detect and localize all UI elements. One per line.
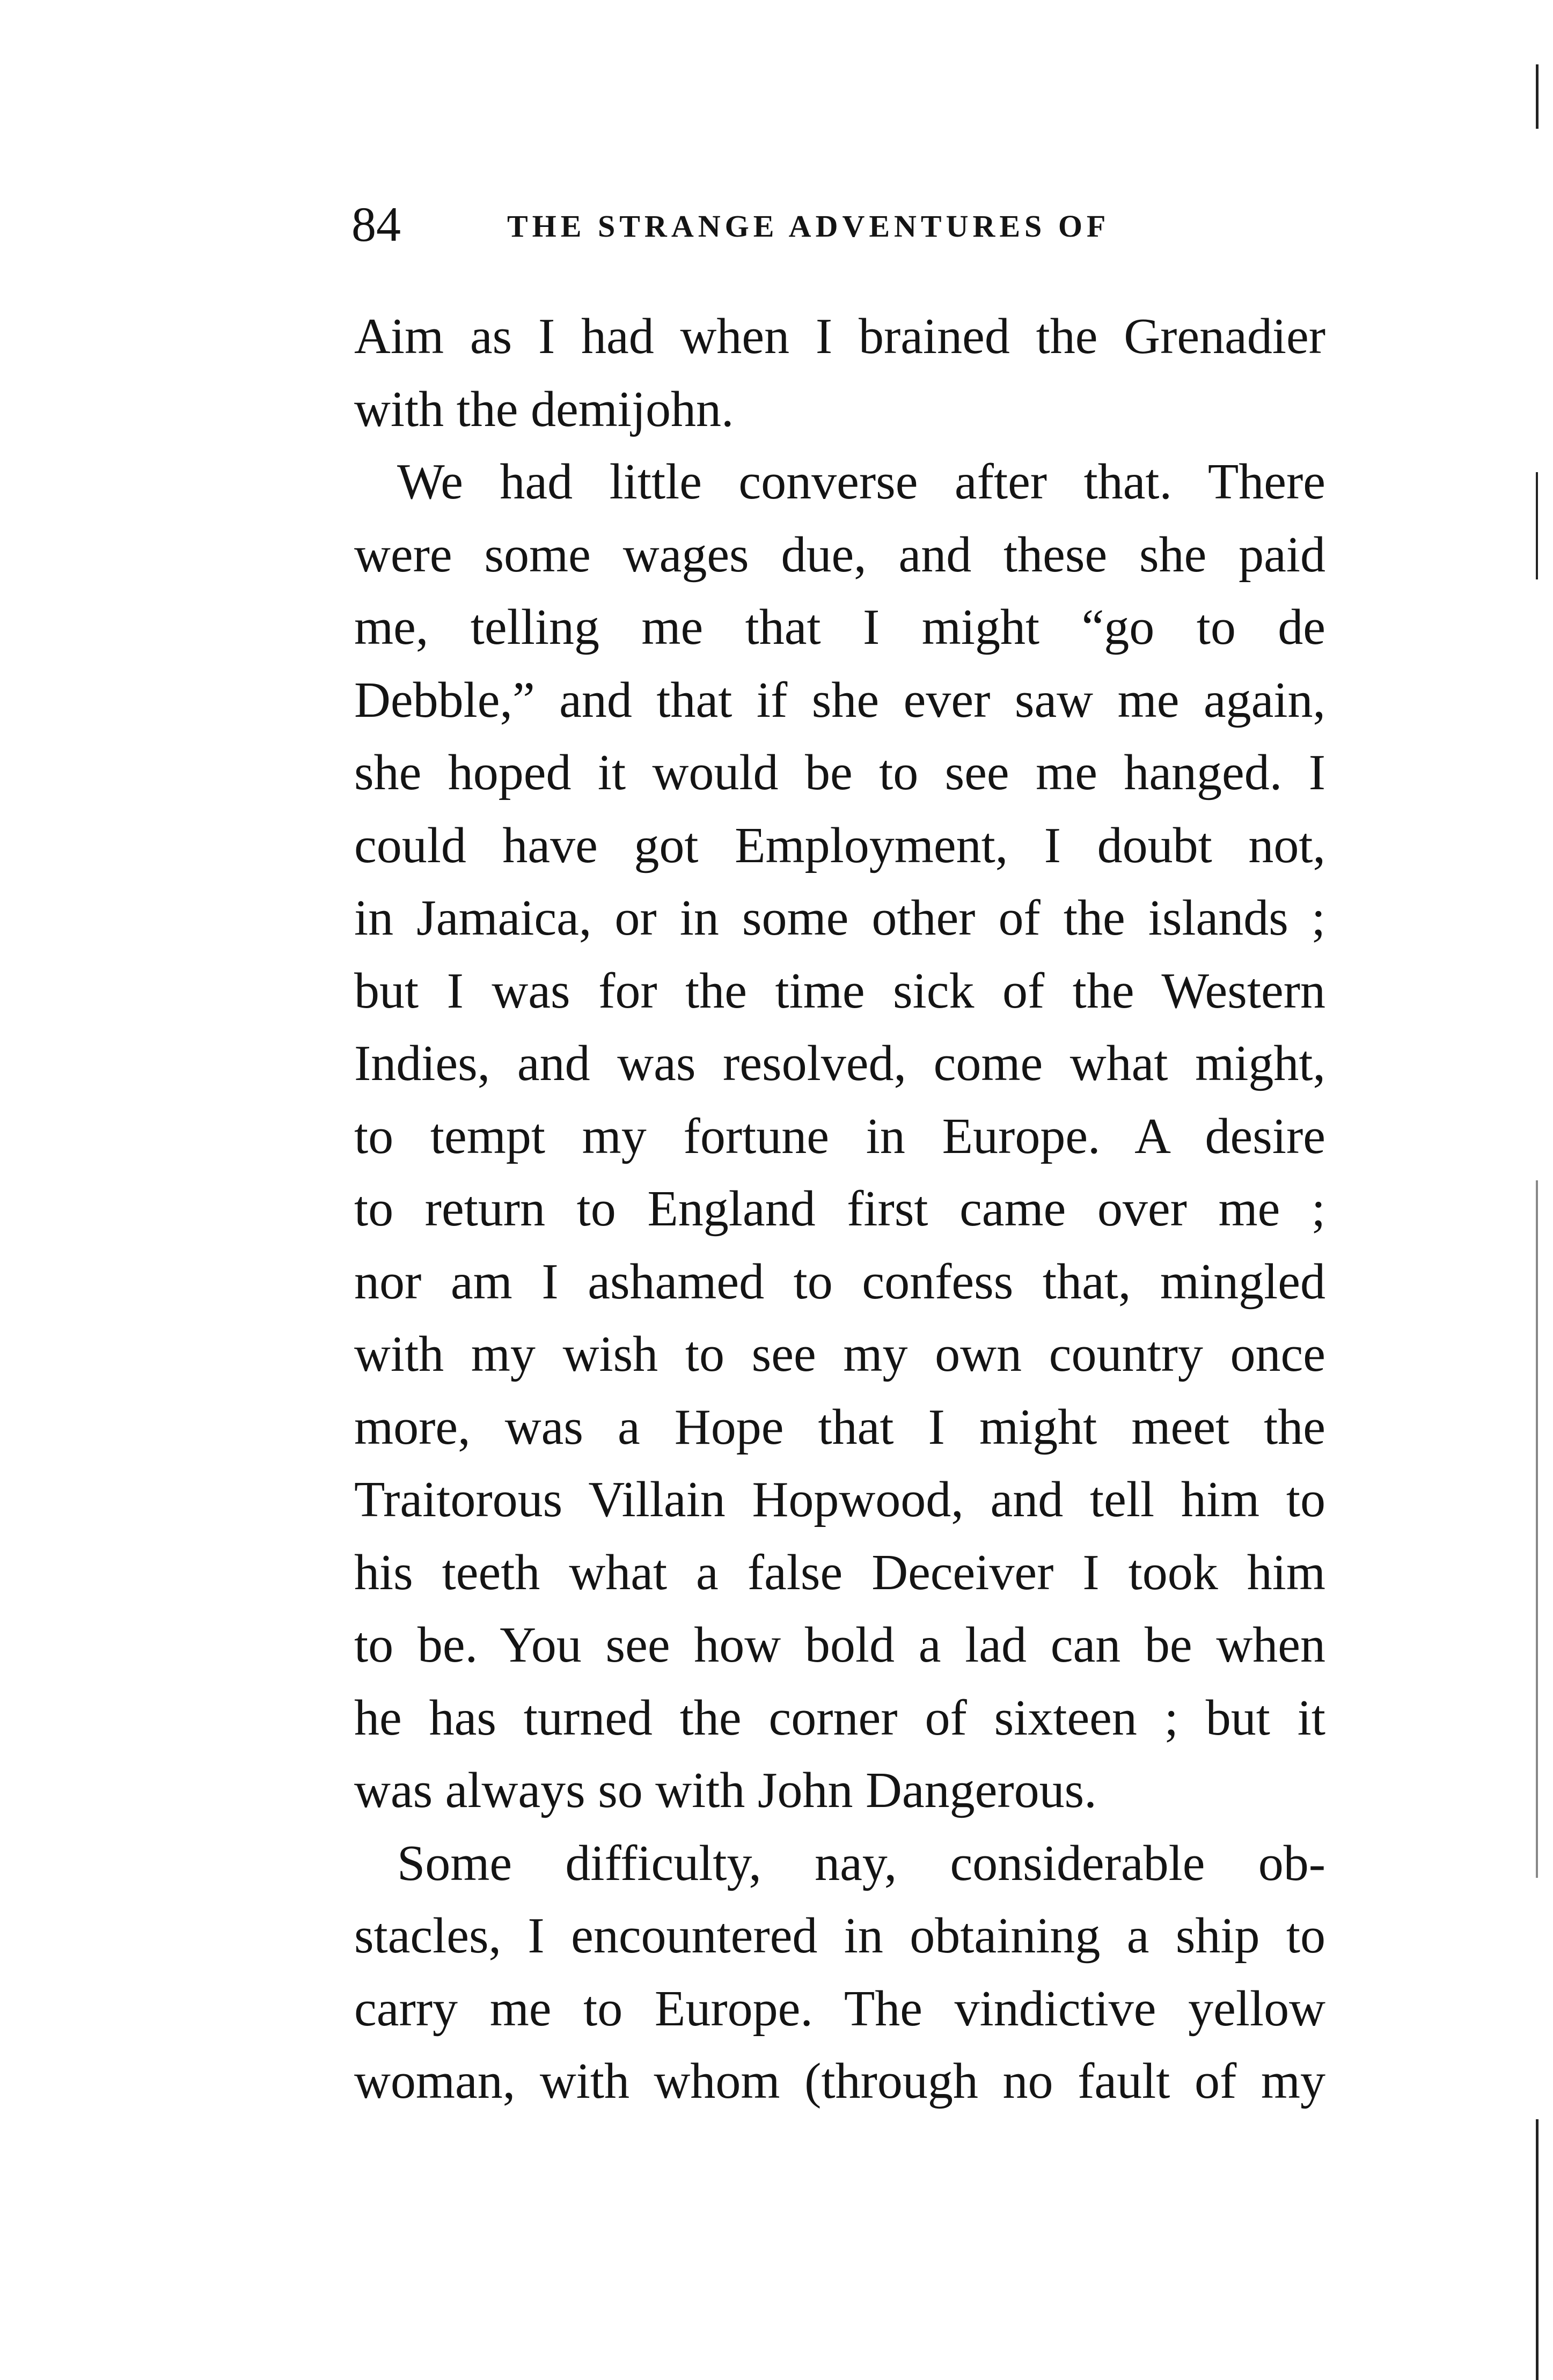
text-line: with the demijohn. <box>354 381 734 437</box>
text-line: to tempt my fortune in Europe. A desire <box>354 1108 1325 1164</box>
text-line: more, was a Hope that I might meet the <box>354 1399 1325 1455</box>
text-line: to be. You see how bold a lad can be when <box>354 1617 1325 1673</box>
text-line: Indies, and was resolved, come what might, <box>354 1035 1325 1091</box>
text-line: We had little converse after that. There <box>397 454 1325 510</box>
running-head-title: THE STRANGE ADVENTURES OF <box>507 209 1110 244</box>
scan-edge-mark <box>1536 472 1538 579</box>
text-line: carry me to Europe. The vindictive yellow <box>354 1980 1325 2037</box>
text-line: me, telling me that I might “go to de <box>354 599 1325 655</box>
text-line: Debble,” and that if she ever saw me again, <box>354 672 1325 728</box>
scan-edge-mark <box>1536 2119 1539 2380</box>
text-line: Aim as I had when I brained the Grenadier <box>354 308 1325 364</box>
text-line: his teeth what a false Deceiver I took him <box>354 1544 1325 1600</box>
running-head <box>351 197 1371 251</box>
text-line: stacles, I encountered in obtaining a ship to <box>354 1908 1325 1964</box>
scan-edge-mark <box>1536 1180 1538 1878</box>
body-text <box>354 300 1325 2118</box>
text-line: nor am I ashamed to confess that, mingled <box>354 1253 1325 1310</box>
text-line: but I was for the time sick of the Western <box>354 963 1325 1019</box>
text-line: in Jamaica, or in some other of the islands ; <box>354 890 1325 946</box>
text-line: Some difficulty, nay, considerable ob- <box>397 1835 1325 1891</box>
text-line: with my wish to see my own country once <box>354 1326 1325 1382</box>
text-line: were some wages due, and these she paid <box>354 526 1325 583</box>
text-line: she hoped it would be to see me hanged. I <box>354 745 1325 800</box>
page-number: 84 <box>351 197 401 252</box>
text-line: he has turned the corner of sixteen ; but it <box>354 1689 1325 1746</box>
text-line: was always so with John Dangerous. <box>354 1762 1097 1818</box>
text-line: could have got Employment, I doubt not, <box>354 817 1325 873</box>
text-line: to return to England first came over me ; <box>354 1181 1325 1237</box>
text-line: Traitorous Villain Hopwood, and tell him to <box>354 1472 1325 1527</box>
text-line: woman, with whom (through no fault of my <box>354 2053 1325 2109</box>
scan-edge-mark <box>1536 64 1539 129</box>
